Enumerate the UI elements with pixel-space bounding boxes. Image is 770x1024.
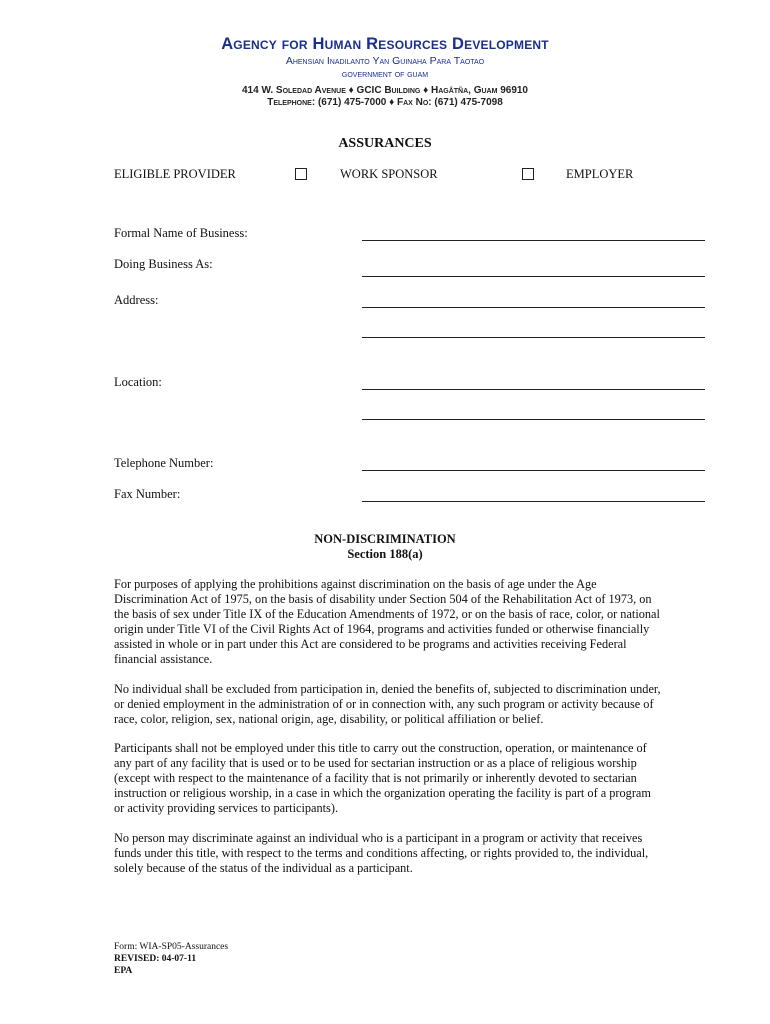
eligible-provider-checkbox[interactable] [295, 168, 307, 180]
paragraph-participant: No person may discriminate against an individual who is a participant in a program or activity that receives funds under this title, with respect to the terms and conditions affecting, or rights provided to, the individual, solely because of the status of the individual as a participant. [114, 831, 649, 875]
agency-telephone: Telephone: (671) 475-7000 ♦ Fax No: (671) 475-7098 [267, 97, 503, 108]
page-title: ASSURANCES [338, 136, 432, 151]
location-field-line-2[interactable] [362, 419, 705, 420]
location-label: Location: [114, 375, 162, 389]
government-label: government of guam [341, 69, 429, 80]
eligible-provider-label: ELIGIBLE PROVIDER [114, 167, 236, 181]
work-sponsor-checkbox[interactable] [522, 168, 534, 180]
formal-name-field[interactable] [362, 240, 705, 241]
formal-name-label: Formal Name of Business: [114, 226, 248, 240]
location-field-line-1[interactable] [362, 389, 705, 390]
paragraph-age-disability: For purposes of applying the prohibitions against discrimination on the basis of age under the Age Discrimination Act of 1975, on the basis of disability under Section 504 of the Rehabilitation Act of 1973, on the basis of sex under Title IX of the Education Amendments of 1972, or on the basis of race, color, or national origin under Title VI of the Civil Rights Act of 1964, programs and activities funded or otherwise financially assisted in whole or in part under this Act are considered to be programs and activities receiving Federal financial assistance. [114, 577, 660, 666]
agency-chamorro-name: Ahensian Inadilanto Yan Guinaha Para Taotao [285, 55, 485, 67]
section-subheading: Section 188(a) [347, 547, 423, 561]
fax-field[interactable] [362, 501, 705, 502]
paragraph-no-exclusion: No individual shall be excluded from participation in, denied the benefits of, subjected to discrimination under, or denied employment in the administration of or in connection with, any such program or activity because of race, color, religion, sex, national origin, age, disability, or political affiliation or belief. [114, 682, 661, 726]
work-sponsor-label: WORK SPONSOR [340, 167, 438, 181]
form-code [114, 966, 132, 978]
telephone-field[interactable] [362, 470, 705, 471]
employer-label: EMPLOYER [566, 167, 634, 181]
fax-label: Fax Number: [114, 487, 181, 501]
revised-date [114, 954, 196, 966]
agency-name: Agency for Human Resources Development [221, 35, 549, 53]
dba-field[interactable] [362, 276, 705, 277]
address-field-line-1[interactable] [362, 307, 705, 308]
telephone-label: Telephone Number: [114, 456, 214, 470]
dba-label: Doing Business As: [114, 257, 213, 271]
paragraph-sectarian: Participants shall not be employed under this title to carry out the construction, operation, or maintenance of any part of any facility that is used or to be used for sectarian instruction or as a place of religious worship (except with respect to the maintenance of a facility that is not primarily or inherently devoted to sectarian instruction or religious worship, in a case in which the organization operating the facility is part of a program or activity providing services to participants). [114, 741, 651, 815]
form-number: Form: WIA-SP05-Assurances [114, 942, 229, 952]
address-label: Address: [114, 293, 159, 307]
agency-address: 414 W. Soledad Avenue ♦ GCIC Building ♦ Hagåtña, Guam 96910 [242, 85, 528, 96]
revised-date-text: REVISED: 04-07-11 [114, 954, 197, 964]
form-code-text: EPA [114, 966, 133, 976]
section-heading: NON-DISCRIMINATION [314, 532, 456, 546]
address-field-line-2[interactable] [362, 337, 705, 338]
